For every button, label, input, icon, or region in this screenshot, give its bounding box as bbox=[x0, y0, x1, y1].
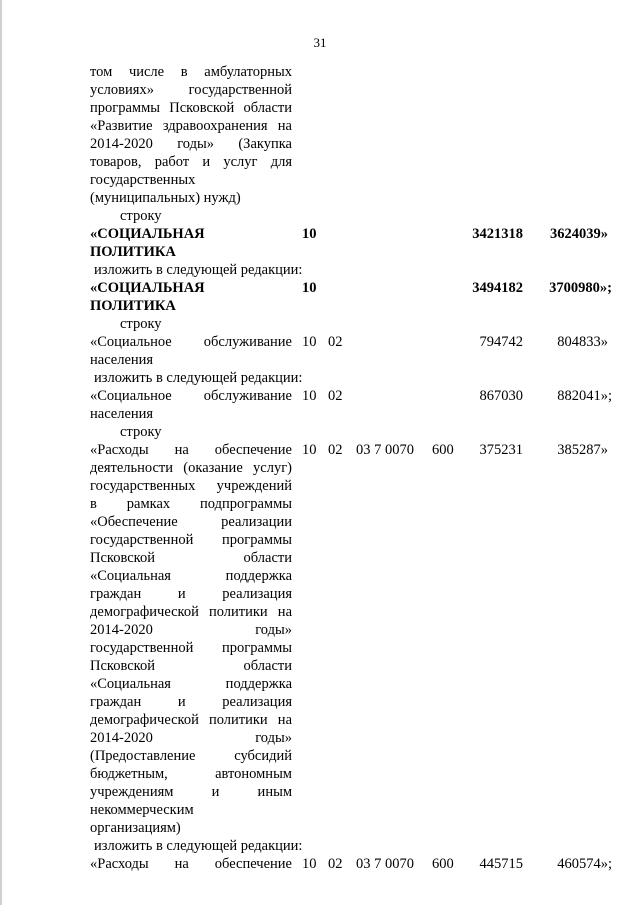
section-code: 10 bbox=[302, 388, 317, 404]
row-name-line: Псковской области bbox=[90, 550, 292, 566]
row-name-line: «Расходы на обеспечение bbox=[90, 442, 292, 458]
value-2014: 375231 bbox=[479, 442, 523, 458]
expense-type-code: 600 bbox=[432, 442, 454, 458]
section-code: 10 bbox=[302, 280, 317, 296]
row-name-line: государственной программы bbox=[90, 532, 292, 548]
section-code: 10 bbox=[302, 856, 317, 872]
value-2014: 867030 bbox=[479, 388, 523, 404]
text-line: условиях» государственной bbox=[90, 82, 292, 98]
row-name-line: «Социальное обслуживание bbox=[90, 334, 292, 350]
text-line: программы Псковской области bbox=[90, 100, 292, 116]
row-name-line: ПОЛИТИКА bbox=[90, 244, 176, 260]
text-line: том числе в амбулаторных bbox=[90, 64, 292, 80]
row-name-line: некоммерческим bbox=[90, 802, 194, 818]
row-name-line: (Предоставление субсидий bbox=[90, 748, 292, 764]
text-line: государственных bbox=[90, 172, 196, 188]
row-name-line: организациям) bbox=[90, 820, 181, 836]
row-name-line: государственных учреждений bbox=[90, 478, 292, 494]
value-2015: 3700980»; bbox=[549, 280, 612, 296]
instruction-word: строку bbox=[120, 424, 162, 440]
instruction-phrase: изложить в следующей редакции: bbox=[94, 370, 303, 386]
row-name-line: «Социальная поддержка bbox=[90, 676, 292, 692]
row-name-line: государственной программы bbox=[90, 640, 292, 656]
instruction-phrase: изложить в следующей редакции: bbox=[94, 262, 303, 278]
row-name-line: населения bbox=[90, 406, 154, 422]
text-line: 2014-2020 годы» (Закупка bbox=[90, 136, 292, 152]
section-code: 10 bbox=[302, 226, 317, 242]
row-name-line: «Обеспечение реализации bbox=[90, 514, 292, 530]
subsection-code: 02 bbox=[328, 856, 343, 872]
page-number: 31 bbox=[313, 35, 327, 50]
row-name-line: «Социальная поддержка bbox=[90, 568, 292, 584]
value-2014: 3421318 bbox=[472, 226, 523, 242]
value-2014: 794742 bbox=[479, 334, 523, 350]
value-2014: 3494182 bbox=[472, 280, 523, 296]
expense-type-code: 600 bbox=[432, 856, 454, 872]
row-name-line: населения bbox=[90, 352, 154, 368]
value-2015: 460574»; bbox=[557, 856, 612, 872]
instruction-phrase: изложить в следующей редакции: bbox=[94, 838, 303, 854]
row-name-line: 2014-2020 годы» bbox=[90, 730, 292, 746]
row-name-line: демографической политики на bbox=[90, 604, 292, 620]
section-code: 10 bbox=[302, 334, 317, 350]
value-2014: 445715 bbox=[479, 856, 523, 872]
row-name-line: Псковской области bbox=[90, 658, 292, 674]
instruction-word: строку bbox=[120, 316, 162, 332]
row-name-line: «СОЦИАЛЬНАЯ bbox=[90, 226, 205, 242]
row-name-line: 2014-2020 годы» bbox=[90, 622, 292, 638]
text-line: (муниципальных) нужд) bbox=[90, 190, 241, 206]
subsection-code: 02 bbox=[328, 334, 343, 350]
text-line: «Развитие здравоохранения на bbox=[90, 118, 292, 134]
row-name-line: деятельности (оказание услуг) bbox=[90, 460, 292, 476]
row-name-line: «Расходы на обеспечение bbox=[90, 856, 292, 872]
row-name-line: учреждениям и иным bbox=[90, 784, 292, 800]
instruction-word: строку bbox=[120, 208, 162, 224]
row-name-line: бюджетным, автономным bbox=[90, 766, 292, 782]
row-name-line: демографической политики на bbox=[90, 712, 292, 728]
value-2015: 3624039» bbox=[550, 226, 608, 242]
row-name-line: граждан и реализация bbox=[90, 586, 292, 602]
row-name-line: ПОЛИТИКА bbox=[90, 298, 176, 314]
target-article-code: 03 7 0070 bbox=[356, 856, 414, 872]
text-line: товаров, работ и услуг для bbox=[90, 154, 292, 170]
value-2015: 804833» bbox=[557, 334, 608, 350]
row-name-line: граждан и реализация bbox=[90, 694, 292, 710]
section-code: 10 bbox=[302, 442, 317, 458]
target-article-code: 03 7 0070 bbox=[356, 442, 414, 458]
row-name-line: «Социальное обслуживание bbox=[90, 388, 292, 404]
value-2015: 882041»; bbox=[557, 388, 612, 404]
row-name-line: «СОЦИАЛЬНАЯ bbox=[90, 280, 205, 296]
page-left-edge bbox=[0, 0, 2, 905]
value-2015: 385287» bbox=[557, 442, 608, 458]
subsection-code: 02 bbox=[328, 442, 343, 458]
subsection-code: 02 bbox=[328, 388, 343, 404]
row-name-line: в рамках подпрограммы bbox=[90, 496, 292, 512]
